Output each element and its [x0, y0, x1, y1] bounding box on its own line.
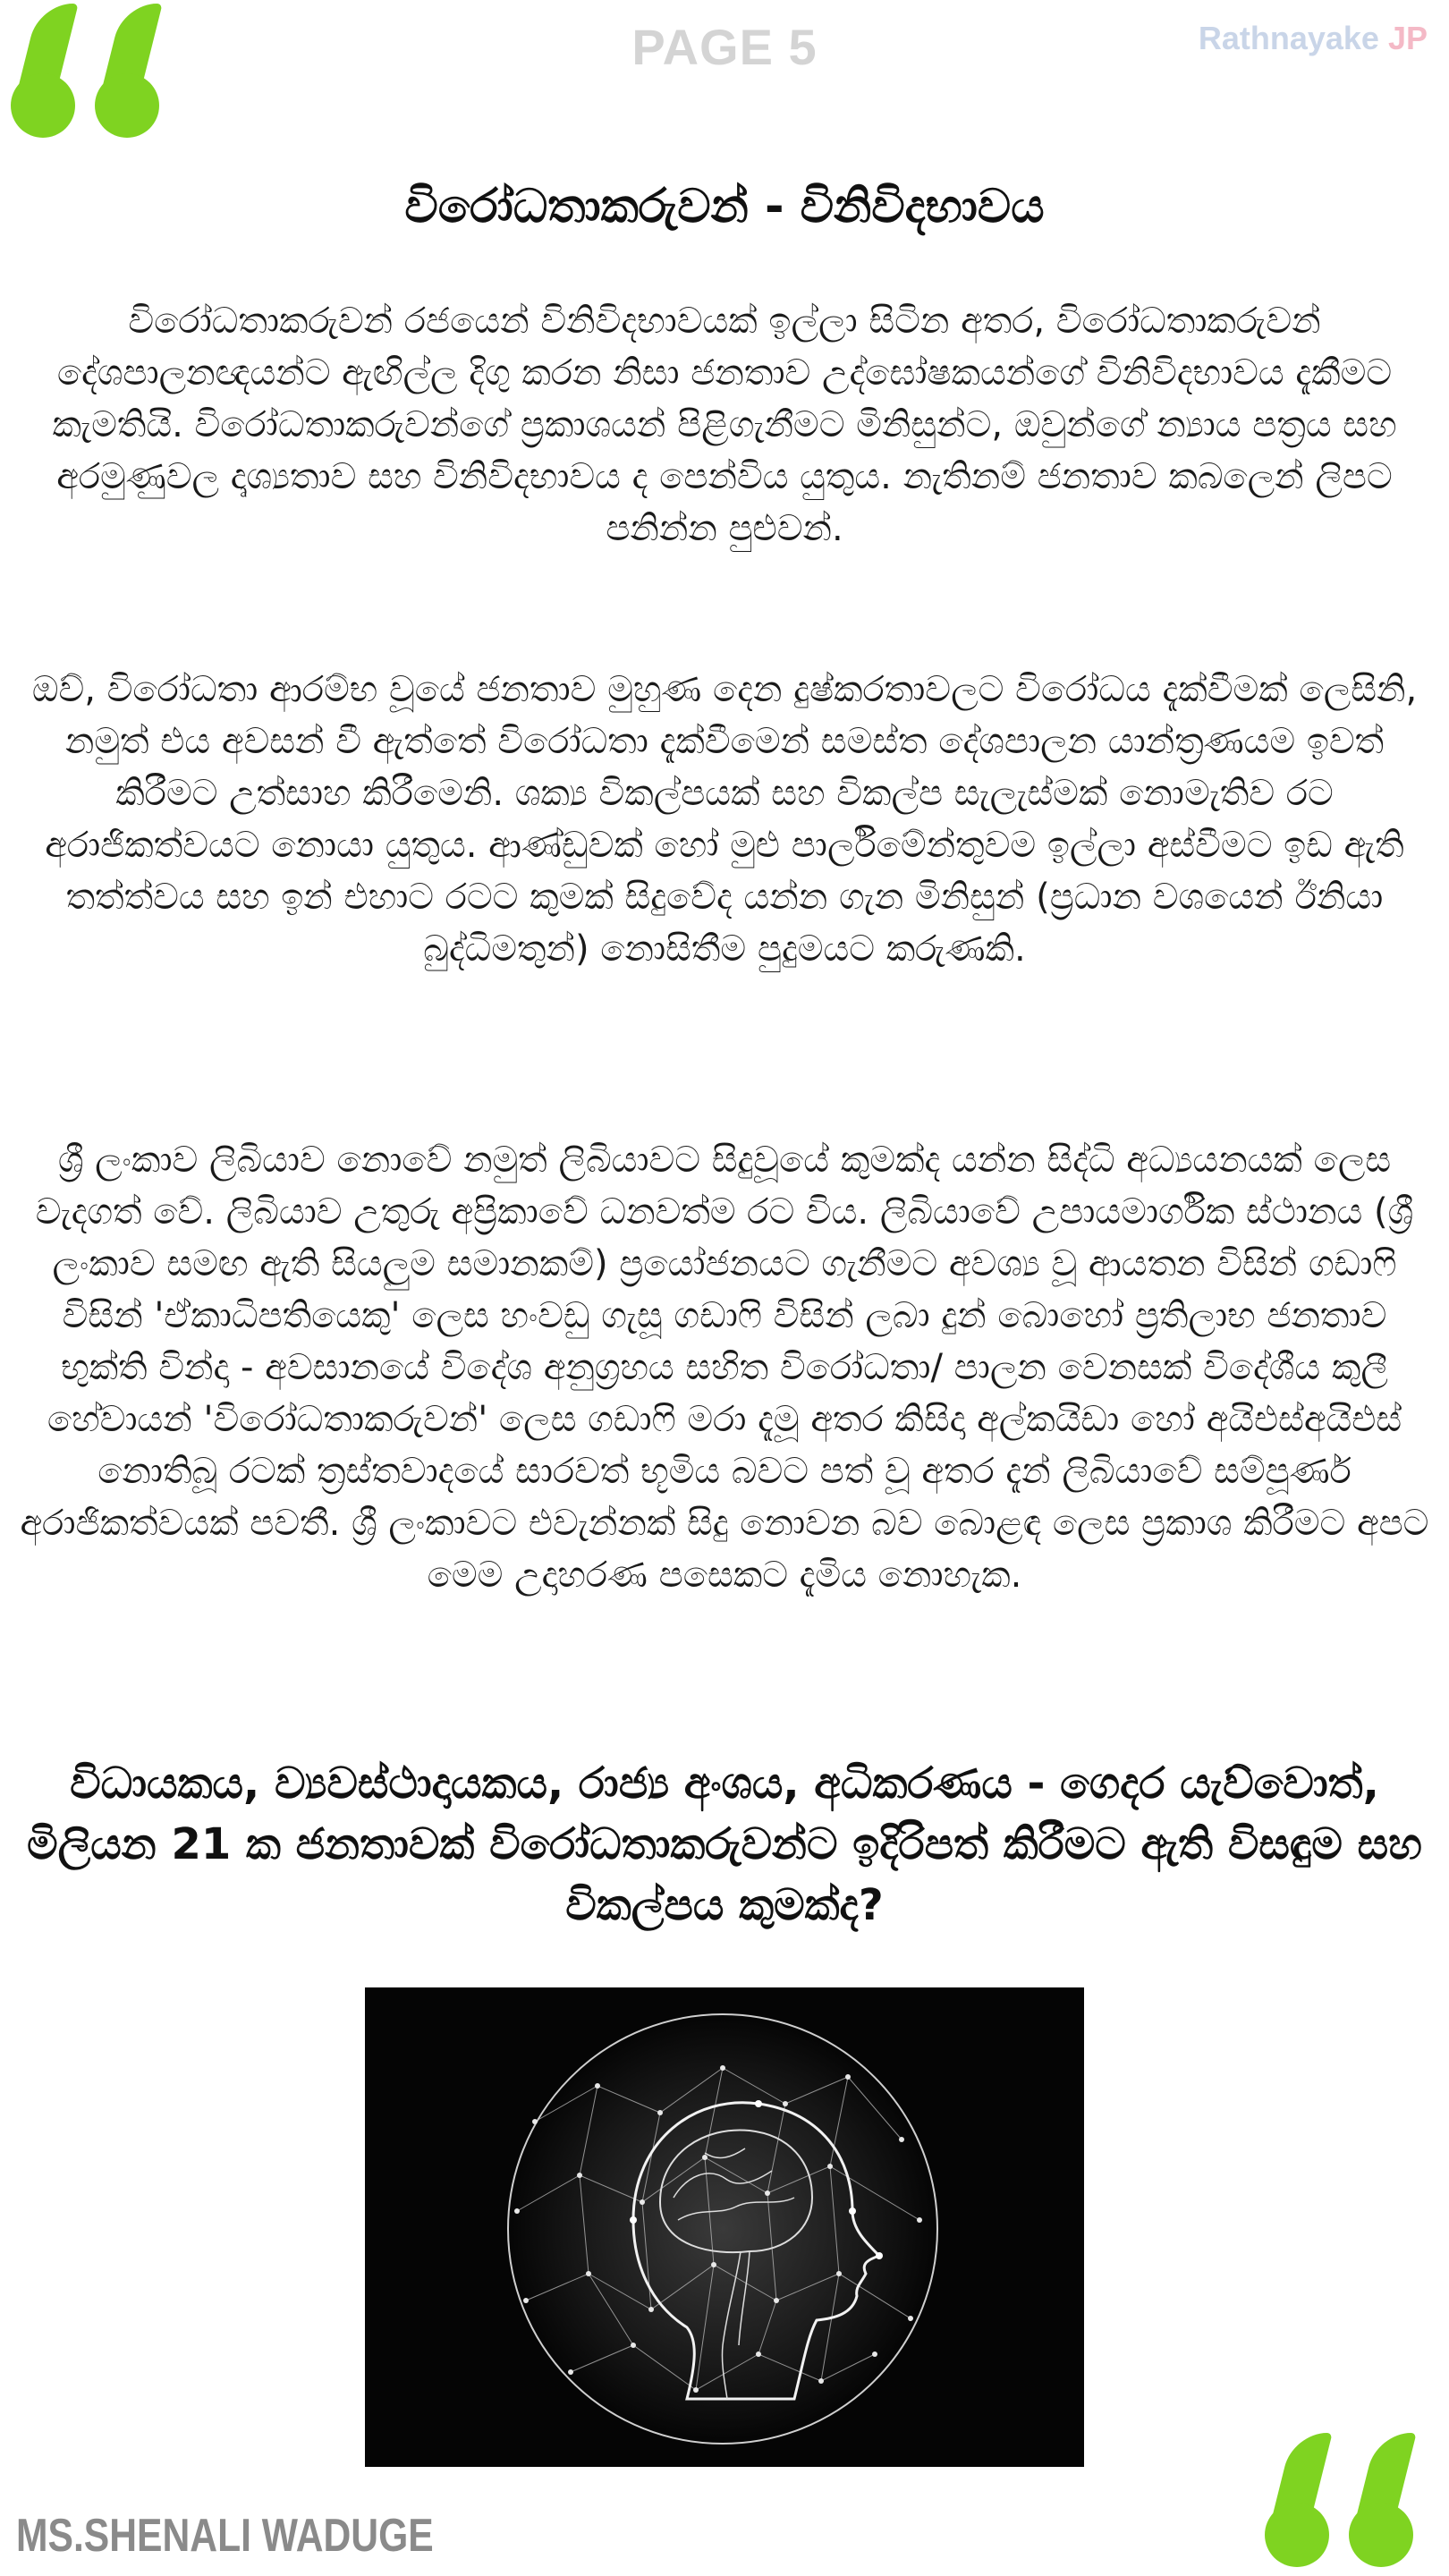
page-number: PAGE 5	[631, 19, 818, 75]
closing-quote-icon	[1265, 2433, 1413, 2567]
paragraph-transparency: විරෝධතාකරුවන් රජයෙන් විනිවිදභාවයක් ඉල්ලා සිටින අතර, විරෝධතාකරුවන් දේශපාලනඥයන්ට ඇඟිල්ල දිගු කරන නිසා ජනතාව උද්ඝෝෂකයන්ගේ විනිවිදභාවය දැකීමට කැමතියි. විරෝධතාකරුවන්ගේ ප්‍රකාශයන් පිළිගැනීමට මිනිසුන්ට, ඔවුන්ගේ න්‍යාය පත්‍රය සහ අරමුණුවල දෘශ්‍යතාව සහ විනිවිදභාවය ද පෙන්විය යුතුය. නැතිනම් ජනතාව කබලෙන් ලිපට පනින්න පුළුවන්.	[52, 301, 1397, 549]
paragraph-libya-case-study: ශ්‍රී ලංකාව ලිබියාව නොවේ නමුත් ලිබියාවට සිදුවූයේ කුමක්ද යන්න සිද්ධි අධ්‍යයනයක් ලෙස වැදගත් වේ. ලිබියාව උතුරු අප්‍රිකාවේ ධනවත්ම රට විය. ලිබියාවේ උපායමාර්ගික ස්ථානය (ශ්‍රී ලංකාව සමඟ ඇති සියලුම සමානකම්) ප්‍රයෝජනයට ගැනීමට අවශ්‍ය වූ ආයතන විසින් ගඩාෆි විසින් 'ඒකාධිපතියෙකු' ලෙස හංවඩු ගැසූ ගඩාෆි විසින් ලබා දුන් බොහෝ ප්‍රතිලාභ ජනතාව භුක්ති වින්දා - අවසානයේ විදේශ අනුග්‍රහය සහිත විරෝධතා/ පාලන වෙනසක් විදේශීය කුලී හේවායන් 'විරෝධතාකරුවන්' ලෙස ගඩාෆි මරා දැමූ අතර කිසිදා අල්කයිඩා හෝ අයිඑස්අයිඑස් නොතිබූ රටක් ත්‍රස්තවාදයේ සාරවත් භූමිය බවට පත් වූ අතර දැන් ලිබියාවේ සම්පූර්ණ අරාජිකත්වයක් පවතී. ශ්‍රී ලංකාවට එවැන්නක් සිදු නොවන බව බොළඳ ලෙස ප්‍රකාශ කිරීමට අපට මෙම උදාහරණ පසෙකට දැමිය නොහැක.	[20, 1140, 1429, 1596]
brain-network-illustration	[365, 1987, 1084, 2467]
article-title: විරෝධතාකරුවන් - විනිවිදභාවය	[404, 180, 1045, 233]
brand-suffix: JP	[1387, 20, 1428, 56]
closing-question-heading: විධායකය, ව්‍යවස්ථාදායකය, රාජ්‍ය අංශය, අධිකරණය - ගෙදර යැව්වොත්, මිලියන 21 ක ජනතාවක් විරෝධතාකරුවන්ට ඉදිරිපත් කිරීමට ඇති විසඳුම සහ විකල්පය කුමක්ද?	[27, 1758, 1422, 1930]
paragraph-protest-origins: ඔව්, විරෝධතා ආරම්භ වූයේ ජනතාව මුහුණ දෙන දුෂ්කරතාවලට විරෝධය දැක්වීමක් ලෙසිනි, නමුත් එය අවසන් වී ඇත්තේ විරෝධතා දැක්වීමෙන් සමස්ත දේශපාලන යාන්ත්‍රණයම ඉවත් කිරීමට උත්සාහ කිරීමෙනි. ශක්‍ය විකල්පයක් සහ විකල්ප සැලැස්මක් නොමැතිව රට අරාජිකත්වයට නොයා යුතුය. ආණ්ඩුවක් හෝ මුළු පාර්ලිමේන්තුවම ඉල්ලා අස්වීමට ඉඩ ඇති තත්ත්වය සහ ඉන් එහාට රටට කුමක් සිදුවේද යන්න ගැන මිනිසුන් (ප්‍රධාන වශයෙන් ඊනියා බුද්ධිමතුන්) නොසිතීම පුදුමයට කරුණකි.	[31, 669, 1418, 970]
brand-name: Rathnayake	[1198, 20, 1379, 56]
brand-logo	[1199, 20, 1428, 57]
author-name: MS.SHENALI WADUGE	[16, 2510, 434, 2562]
